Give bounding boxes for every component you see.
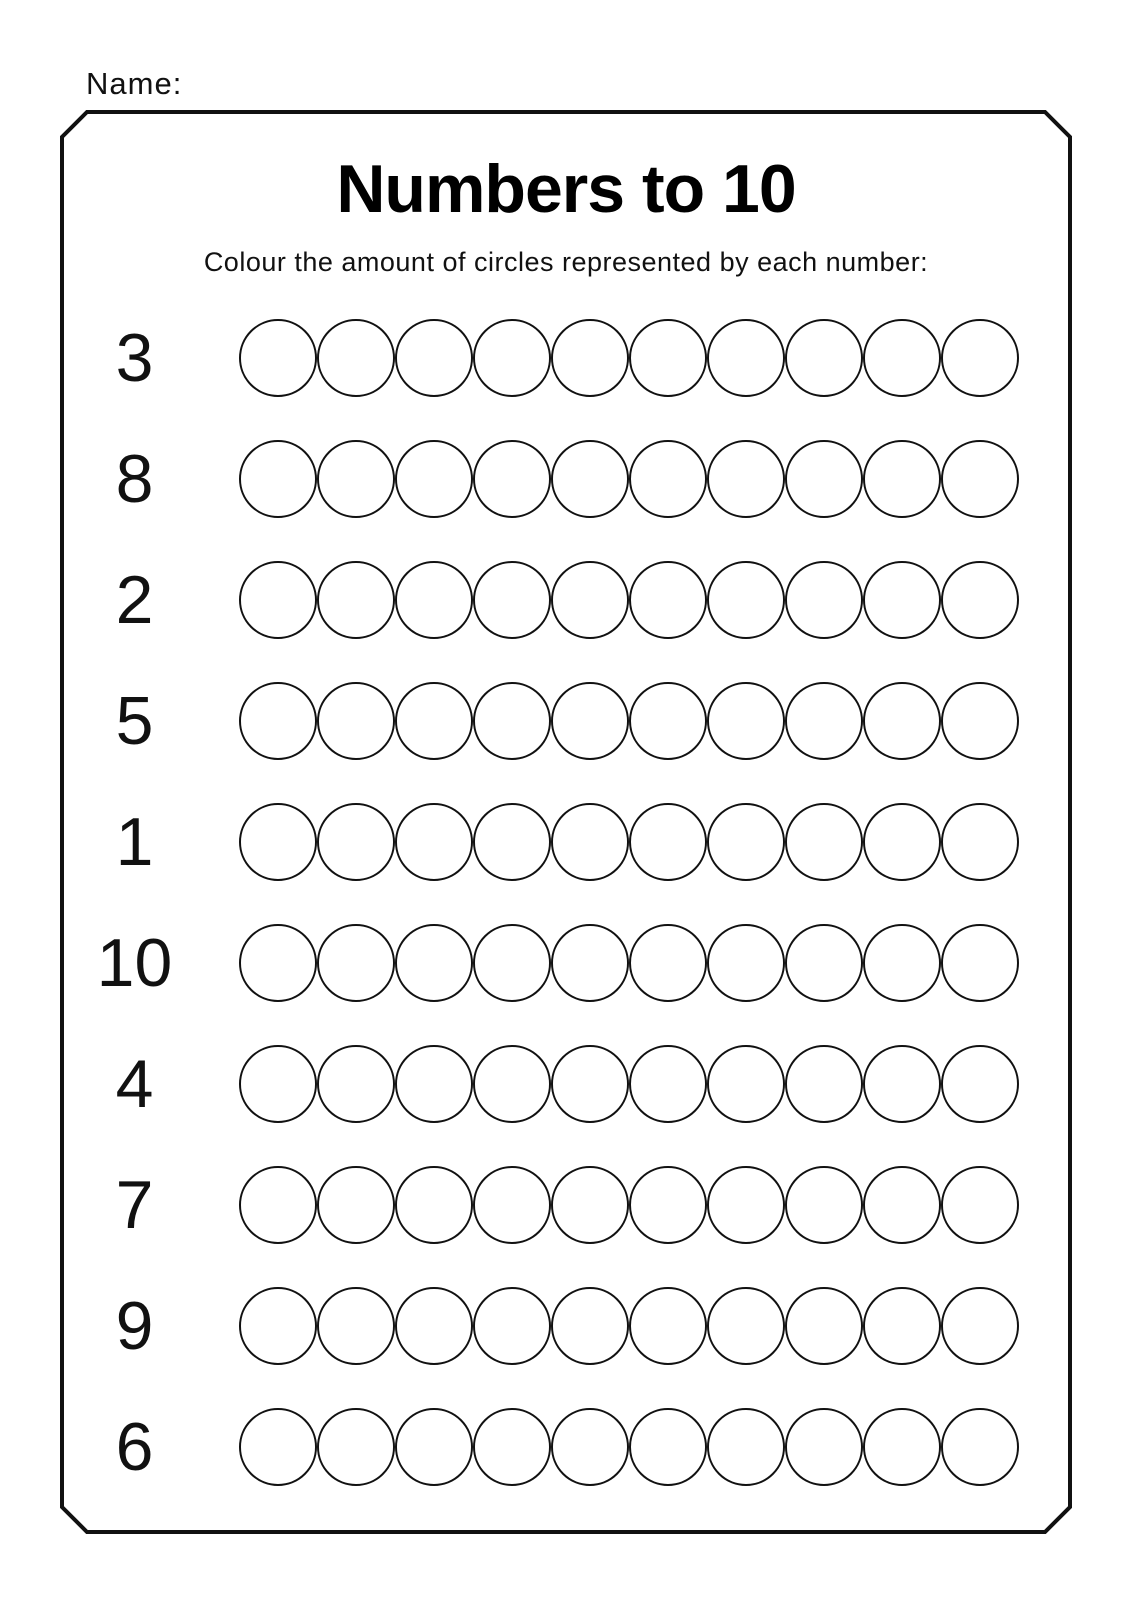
colour-circle[interactable] [707,319,785,397]
colour-circle[interactable] [941,682,1019,760]
colour-circle[interactable] [473,319,551,397]
colour-circle[interactable] [551,803,629,881]
colour-circle[interactable] [629,682,707,760]
colour-circle[interactable] [863,1408,941,1486]
colour-circle[interactable] [707,924,785,1002]
row-number: 2 [115,561,154,638]
colour-circle[interactable] [239,1045,317,1123]
colour-circle[interactable] [395,1045,473,1123]
colour-circle[interactable] [863,682,941,760]
colour-circle[interactable] [941,1166,1019,1244]
colour-circle[interactable] [317,682,395,760]
colour-circle[interactable] [629,1408,707,1486]
rows [62,297,1070,1507]
row-number: 8 [115,440,154,517]
worksheet-row [62,902,1070,1023]
colour-circle[interactable] [551,682,629,760]
name-label: Name: [86,66,183,101]
colour-circle[interactable] [629,1045,707,1123]
colour-circle[interactable] [395,1166,473,1244]
colour-circle[interactable] [473,561,551,639]
colour-circle[interactable] [863,440,941,518]
colour-circle[interactable] [395,440,473,518]
worksheet-row [62,781,1070,902]
colour-circle[interactable] [863,561,941,639]
colour-circle[interactable] [317,924,395,1002]
worksheet-row [62,539,1070,660]
row-circles [239,440,1019,518]
colour-circle[interactable] [239,561,317,639]
colour-circle[interactable] [629,924,707,1002]
row-number: 4 [115,1045,154,1122]
row-circles [239,1166,1019,1244]
colour-circle[interactable] [785,1166,863,1244]
colour-circle[interactable] [629,1287,707,1365]
colour-circle[interactable] [785,1045,863,1123]
colour-circle[interactable] [941,440,1019,518]
colour-circle[interactable] [473,803,551,881]
worksheet-row [62,1265,1070,1386]
colour-circle[interactable] [863,1045,941,1123]
worksheet-row [62,1386,1070,1507]
row-number: 5 [115,682,154,759]
colour-circle[interactable] [239,682,317,760]
colour-circle[interactable] [707,1408,785,1486]
colour-circle[interactable] [473,682,551,760]
row-circles [239,1045,1019,1123]
row-circles [239,319,1019,397]
colour-circle[interactable] [395,1408,473,1486]
colour-circle[interactable] [317,561,395,639]
colour-circle[interactable] [551,561,629,639]
colour-circle[interactable] [629,319,707,397]
colour-circle[interactable] [785,440,863,518]
colour-circle[interactable] [785,803,863,881]
colour-circle[interactable] [317,1287,395,1365]
colour-circle[interactable] [629,561,707,639]
colour-circle[interactable] [239,1166,317,1244]
row-number: 1 [115,803,154,880]
colour-circle[interactable] [239,803,317,881]
colour-circle[interactable] [785,561,863,639]
colour-circle[interactable] [551,1045,629,1123]
colour-circle[interactable] [707,682,785,760]
colour-circle[interactable] [863,1287,941,1365]
worksheet-row [62,660,1070,781]
row-number: 6 [115,1408,154,1485]
colour-circle[interactable] [863,319,941,397]
colour-circle[interactable] [707,1045,785,1123]
colour-circle[interactable] [863,803,941,881]
colour-circle[interactable] [941,561,1019,639]
colour-circle[interactable] [863,924,941,1002]
colour-circle[interactable] [629,440,707,518]
colour-circle[interactable] [785,1408,863,1486]
colour-circle[interactable] [239,1287,317,1365]
colour-circle[interactable] [551,924,629,1002]
colour-circle[interactable] [473,440,551,518]
colour-circle[interactable] [395,319,473,397]
colour-circle[interactable] [239,1408,317,1486]
colour-circle[interactable] [551,319,629,397]
worksheet-row [62,418,1070,539]
colour-circle[interactable] [473,924,551,1002]
colour-circle[interactable] [941,1408,1019,1486]
page-title: Numbers to 10 [336,151,796,227]
colour-circle[interactable] [317,803,395,881]
colour-circle[interactable] [707,803,785,881]
colour-circle[interactable] [317,1045,395,1123]
row-circles [239,1287,1019,1365]
row-circles [239,803,1019,881]
row-number: 7 [115,1166,154,1243]
row-circles [239,561,1019,639]
row-number: 10 [96,924,173,1001]
row-number: 9 [115,1287,154,1364]
colour-circle[interactable] [395,803,473,881]
colour-circle[interactable] [785,1287,863,1365]
colour-circle[interactable] [239,440,317,518]
colour-circle[interactable] [317,440,395,518]
colour-circle[interactable] [239,319,317,397]
colour-circle[interactable] [551,1287,629,1365]
colour-circle[interactable] [941,803,1019,881]
colour-circle[interactable] [317,1408,395,1486]
row-circles [239,1408,1019,1486]
colour-circle[interactable] [317,319,395,397]
colour-circle[interactable] [707,1287,785,1365]
colour-circle[interactable] [629,803,707,881]
colour-circle[interactable] [473,1045,551,1123]
colour-circle[interactable] [551,1166,629,1244]
colour-circle[interactable] [239,924,317,1002]
colour-circle[interactable] [785,682,863,760]
colour-circle[interactable] [473,1408,551,1486]
colour-circle[interactable] [395,1287,473,1365]
worksheet-row [62,1144,1070,1265]
row-circles [239,682,1019,760]
row-circles [239,924,1019,1002]
colour-circle[interactable] [473,1166,551,1244]
colour-circle[interactable] [395,561,473,639]
colour-circle[interactable] [707,440,785,518]
colour-circle[interactable] [707,561,785,639]
colour-circle[interactable] [785,924,863,1002]
colour-circle[interactable] [785,319,863,397]
worksheet-row [62,297,1070,418]
row-number: 3 [115,319,154,396]
colour-circle[interactable] [941,924,1019,1002]
colour-circle[interactable] [941,319,1019,397]
colour-circle[interactable] [707,1166,785,1244]
colour-circle[interactable] [473,1287,551,1365]
colour-circle[interactable] [629,1166,707,1244]
instruction-text: Colour the amount of circles represented by each number: [203,247,929,277]
colour-circle[interactable] [395,924,473,1002]
colour-circle[interactable] [863,1166,941,1244]
colour-circle[interactable] [551,1408,629,1486]
colour-circle[interactable] [941,1045,1019,1123]
colour-circle[interactable] [395,682,473,760]
colour-circle[interactable] [317,1166,395,1244]
colour-circle[interactable] [941,1287,1019,1365]
colour-circle[interactable] [551,440,629,518]
worksheet-row [62,1023,1070,1144]
